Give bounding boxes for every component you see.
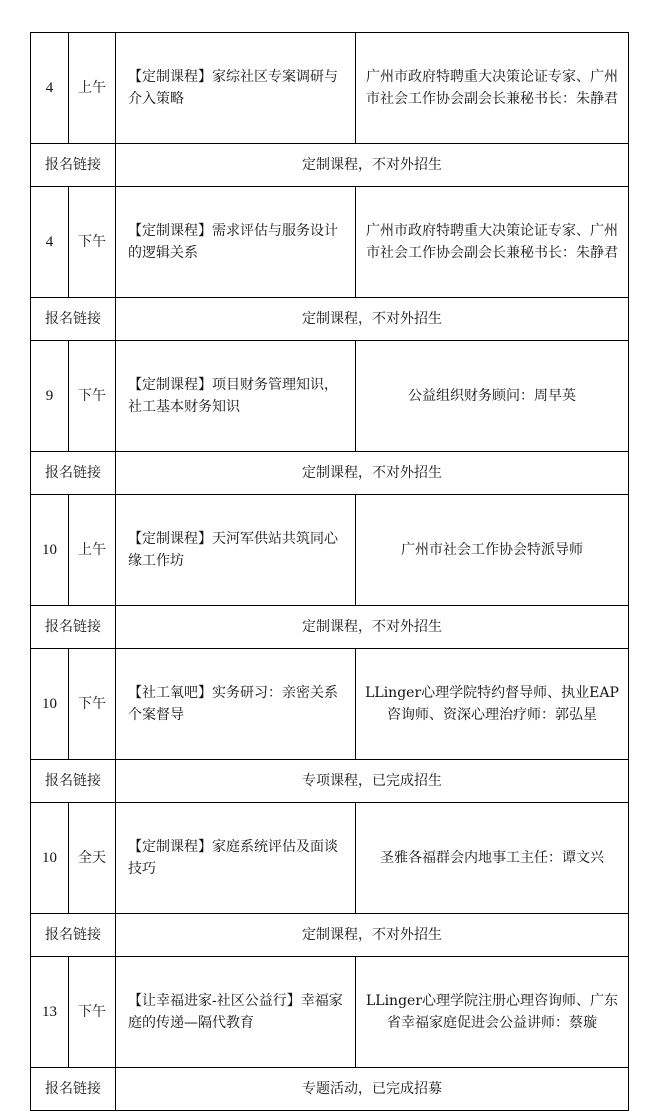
session-row [31, 341, 629, 452]
schedule-body [31, 33, 629, 1111]
session-time: 上午 [69, 33, 116, 144]
signup-link-label: 报名链接 [31, 298, 116, 341]
session-day: 10 [31, 495, 69, 606]
session-time: 上午 [69, 495, 116, 606]
signup-status: 专题活动，已完成招募 [116, 1068, 629, 1111]
session-speaker: 广州市政府特聘重大决策论证专家、广州市社会工作协会副会长兼秘书长：朱静君 [356, 33, 629, 144]
session-time: 下午 [69, 187, 116, 298]
signup-status: 定制课程，不对外招生 [116, 914, 629, 957]
session-speaker: LLinger心理学院特约督导师、执业EAP咨询师、资深心理治疗师：郭弘星 [356, 649, 629, 760]
signup-status: 定制课程，不对外招生 [116, 144, 629, 187]
session-row [31, 649, 629, 760]
signup-link-label: 报名链接 [31, 452, 116, 495]
session-time: 下午 [69, 957, 116, 1068]
signup-row [31, 760, 629, 803]
signup-link-label: 报名链接 [31, 914, 116, 957]
signup-link-label: 报名链接 [31, 1068, 116, 1111]
signup-row [31, 144, 629, 187]
session-course-title: 【让幸福进家-社区公益行】幸福家庭的传递—隔代教育 [116, 957, 356, 1068]
session-course-title: 【定制课程】项目财务管理知识，社工基本财务知识 [116, 341, 356, 452]
session-row [31, 803, 629, 914]
session-day: 9 [31, 341, 69, 452]
session-day: 10 [31, 649, 69, 760]
session-day: 4 [31, 187, 69, 298]
course-schedule-table [30, 32, 629, 1111]
signup-status: 定制课程，不对外招生 [116, 298, 629, 341]
session-speaker: LLinger心理学院注册心理咨询师、广东省幸福家庭促进会公益讲师：蔡璇 [356, 957, 629, 1068]
signup-status: 定制课程，不对外招生 [116, 452, 629, 495]
session-course-title: 【定制课程】家综社区专案调研与介入策略 [116, 33, 356, 144]
session-day: 10 [31, 803, 69, 914]
session-speaker: 广州市社会工作协会特派导师 [356, 495, 629, 606]
session-time: 全天 [69, 803, 116, 914]
session-day: 4 [31, 33, 69, 144]
session-course-title: 【定制课程】需求评估与服务设计的逻辑关系 [116, 187, 356, 298]
session-speaker: 圣雅各福群会内地事工主任：谭文兴 [356, 803, 629, 914]
signup-row [31, 606, 629, 649]
session-row [31, 33, 629, 144]
session-row [31, 187, 629, 298]
session-row [31, 495, 629, 606]
signup-row [31, 452, 629, 495]
session-row [31, 957, 629, 1068]
session-time: 下午 [69, 341, 116, 452]
signup-status: 定制课程，不对外招生 [116, 606, 629, 649]
session-time: 下午 [69, 649, 116, 760]
session-day: 13 [31, 957, 69, 1068]
signup-row [31, 298, 629, 341]
signup-link-label: 报名链接 [31, 144, 116, 187]
signup-link-label: 报名链接 [31, 760, 116, 803]
session-course-title: 【定制课程】家庭系统评估及面谈技巧 [116, 803, 356, 914]
session-course-title: 【社工氧吧】实务研习：亲密关系个案督导 [116, 649, 356, 760]
signup-row [31, 1068, 629, 1111]
signup-status: 专项课程，已完成招生 [116, 760, 629, 803]
signup-link-label: 报名链接 [31, 606, 116, 649]
session-speaker: 公益组织财务顾问：周早英 [356, 341, 629, 452]
session-speaker: 广州市政府特聘重大决策论证专家、广州市社会工作协会副会长兼秘书长：朱静君 [356, 187, 629, 298]
session-course-title: 【定制课程】天河军供站共筑同心缘工作坊 [116, 495, 356, 606]
